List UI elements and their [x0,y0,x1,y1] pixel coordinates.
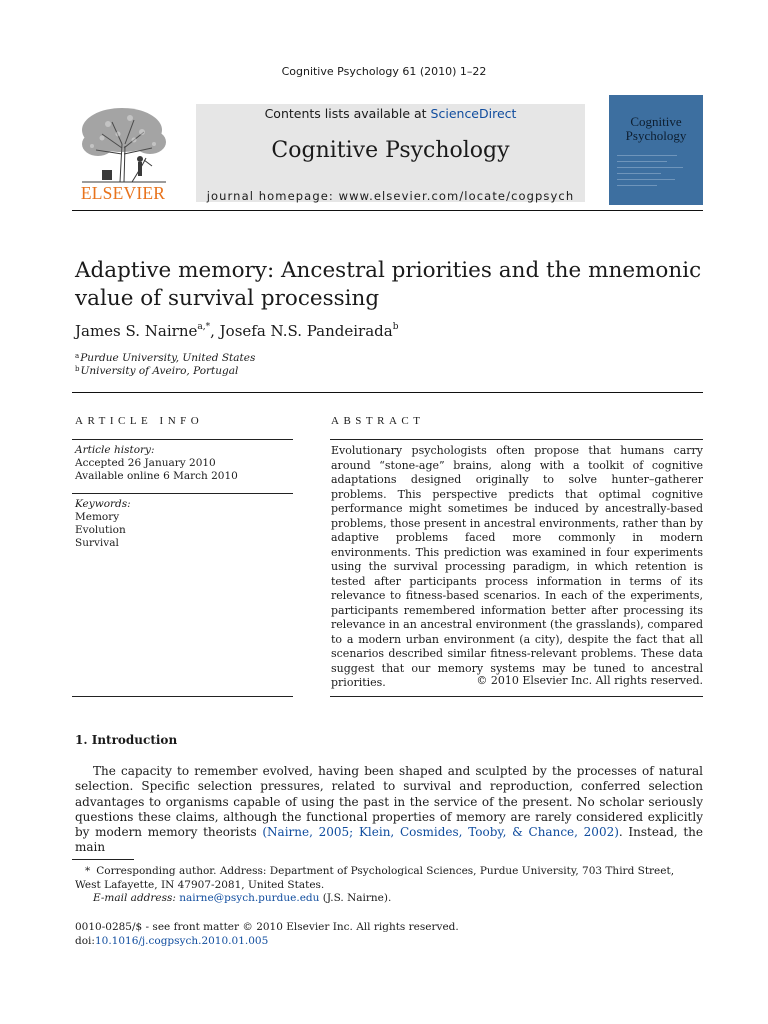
introduction-heading: 1. Introduction [75,733,178,747]
email-line [75,892,703,906]
footnote-rule [72,859,134,860]
keyword-item: Memory [75,511,120,523]
author-2-marks[interactable]: b [392,322,399,332]
contents-prefix: Contents lists available at [264,106,431,121]
introduction-paragraph [75,764,703,856]
keyword-item: Survival [75,537,119,549]
article-title-line2: value of survival processing [75,286,380,311]
doi-link[interactable]: 10.1016/j.cogpsych.2010.01.005 [94,934,269,947]
author-2[interactable]: Josefa N.S. Pandeirada [219,322,393,340]
abstract-heading: ABSTRACT [331,415,425,427]
journal-name: Cognitive Psychology [271,138,510,163]
header-rule [72,210,703,211]
affiliation-text: Purdue University, United States [80,352,256,364]
footnote [75,865,703,906]
affiliation-b [75,365,238,377]
cover-title-line1: Cognitive [630,114,682,129]
author-separator: , [210,322,220,340]
article-info-heading: ARTICLE INFO [75,415,204,427]
email-label: E-mail address: [93,892,176,904]
keyword-item: Evolution [75,524,126,536]
corresponding-author-note [75,865,703,892]
keywords-rule [72,493,293,494]
journal-cover-thumbnail[interactable] [609,95,703,205]
issn-line: 0010-0285/$ - see front matter © 2010 Elsevier Inc. All rights reserved. [75,921,459,933]
affiliation-text: University of Aveiro, Portugal [80,365,239,377]
available-online-date: Available online 6 March 2010 [75,470,238,482]
article-title-line1: Adaptive memory: Ancestral priorities and the mnemonic [75,258,702,283]
front-matter [75,921,703,948]
article-title [75,257,715,313]
abstract-bottom-rule [330,696,703,697]
journal-homepage-link[interactable]: journal homepage: www.elsevier.com/locate/cogpsych [206,189,575,203]
author-list [75,322,715,340]
affiliation-mark: b [75,365,80,373]
journal-banner [196,104,585,202]
cover-title [609,115,703,143]
citation-link[interactable]: (Nairne, 2005; Klein, Cosmides, Tooby, & Chance, 2002) [262,825,619,840]
article-history-label: Article history: [75,444,155,456]
author-1[interactable]: James S. Nairne [75,322,198,340]
elsevier-logo[interactable] [72,104,174,204]
introduction-text: The capacity to remember evolved, having been shaped and sculpted by the processes of natural selection. Specific selection pressures, related to survival and reproduction, conferred selection advantages to organisms capable of using the past in the service of the present. No scholar seriously questions these claims, although the functional properties of memory are rarely considered explicitly by modern memory theorists [75,764,703,840]
running-head: Cognitive Psychology 61 (2010) 1–22 [281,65,487,78]
section-rule [72,392,703,393]
affiliation-mark: a [75,352,80,360]
affiliation-a [75,352,255,364]
elsevier-wordmark: ELSEVIER [80,183,166,203]
contents-line [196,106,585,121]
author-1-marks[interactable]: a,* [197,322,211,332]
elsevier-tree-icon [72,104,174,184]
cover-title-line2: Psychology [625,128,687,143]
abstract-rule [330,439,703,440]
introduction-text-end: . Instead, the main [75,825,703,855]
sciencedirect-link[interactable]: ScienceDirect [430,106,517,121]
footnote-mark: * [85,865,91,877]
accepted-date: Accepted 26 January 2010 [75,457,216,469]
email-link[interactable]: nairne@psych.purdue.edu [179,892,320,904]
corresponding-author-text: Corresponding author. Address: Department of Psychological Sciences, Purdue University, 703 Third Street, West Lafayette, IN 47907-2081, United States. [75,865,675,891]
article-info-bottom-rule [72,696,293,697]
doi-label: doi: [75,934,95,947]
doi-line [75,935,703,949]
email-suffix: (J.S. Nairne). [319,892,392,904]
article-info-rule [72,439,293,440]
abstract-text: Evolutionary psychologists often propose that humans carry around “stone-age” brains, along with a toolkit of cognitive adaptations designed originally to solve hunter–gatherer problems. This perspective predicts that optimal cognitive performance might sometimes be induced by ancestrally-based problems, those present in ancestral environments, rather than by adaptive problems faced more commonly in modern environments. This prediction was examined in four experiments using the survival processing paradigm, in which retention is tested after participants process information in terms of its relevance to fitness-based scenarios. In each of the experiments, participants remembered information better after processing its relevance in an ancestral environment (the grasslands), compared to a modern urban environment (a city), despite the fact that all scenarios described similar fitness-relevant problems. These data suggest that our memory systems may be tuned to ancestral priorities. [331,444,703,689]
abstract-copyright: © 2010 Elsevier Inc. All rights reserved. [476,674,703,687]
keywords-label: Keywords: [75,498,131,510]
